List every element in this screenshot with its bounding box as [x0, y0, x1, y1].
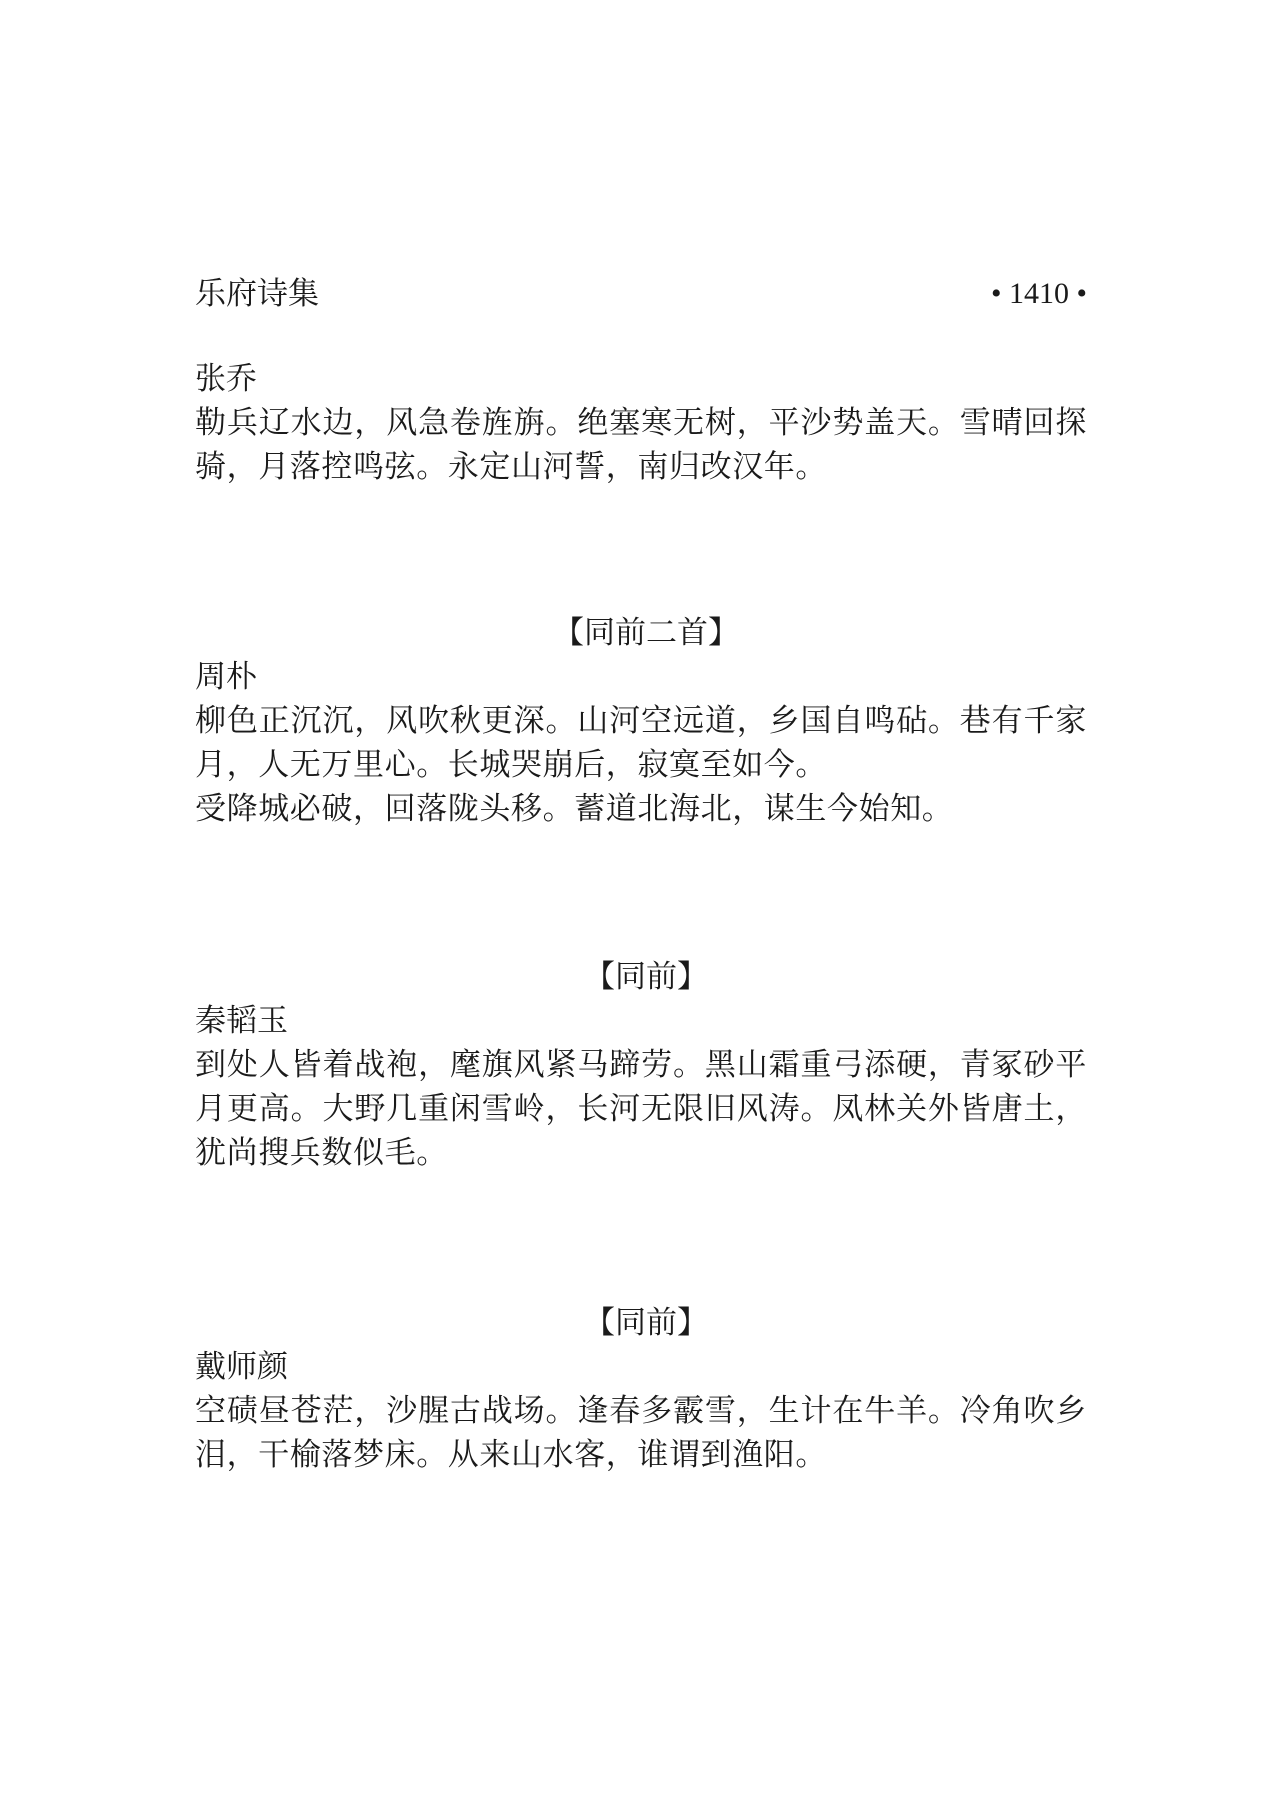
poem-body — [195, 401, 1087, 489]
poem-author: 戴师颜 — [195, 1349, 288, 1385]
poem-author: 张乔 — [195, 361, 257, 397]
poem-paragraph: 受降城必破，回落陇头移。蓄道北海北，谋生今始知。 — [195, 791, 954, 827]
poem-body — [195, 699, 1087, 831]
poem-author: 秦韬玉 — [195, 1003, 288, 1039]
poem-title: 【同前二首】 — [553, 615, 739, 651]
poem-section-zhou-pu — [195, 611, 1087, 831]
poem-section-dai-shiyan — [195, 1301, 1087, 1477]
poem-title: 【同前】 — [584, 1305, 708, 1341]
poem-body — [195, 1043, 1087, 1175]
document-page — [195, 0, 1087, 1795]
poem-section-qin-taoyu — [195, 955, 1087, 1175]
running-head — [195, 272, 1087, 316]
book-title: 乐府诗集 — [195, 276, 319, 312]
poem-body — [195, 1389, 1087, 1477]
poem-author: 周朴 — [195, 659, 257, 695]
poem-section-zhang-qiao — [195, 357, 1087, 489]
poem-paragraph: 空碛昼苍茫，沙腥古战场。逢春多霰雪，生计在牛羊。冷角吹乡泪，干榆落梦床。从来山水客，谁谓到渔阳。 — [195, 1393, 1087, 1473]
page-number: • 1410 • — [990, 277, 1087, 310]
poem-paragraph: 勒兵辽水边，风急卷旌旃。绝塞寒无树，平沙势盖天。雪晴回探骑，月落控鸣弦。永定山河誓，南归改汉年。 — [195, 405, 1087, 485]
poem-paragraph: 柳色正沉沉，风吹秋更深。山河空远道，乡国自鸣砧。巷有千家月，人无万里心。长城哭崩后，寂寞至如今。 — [195, 703, 1087, 783]
poem-paragraph: 到处人皆着战袍，麾旗风紧马蹄劳。黑山霜重弓添硬，青冢砂平月更高。大野几重闲雪岭，长河无限旧风涛。凤林关外皆唐土，犹尚搜兵数似毛。 — [195, 1047, 1087, 1171]
poem-title: 【同前】 — [584, 959, 708, 995]
